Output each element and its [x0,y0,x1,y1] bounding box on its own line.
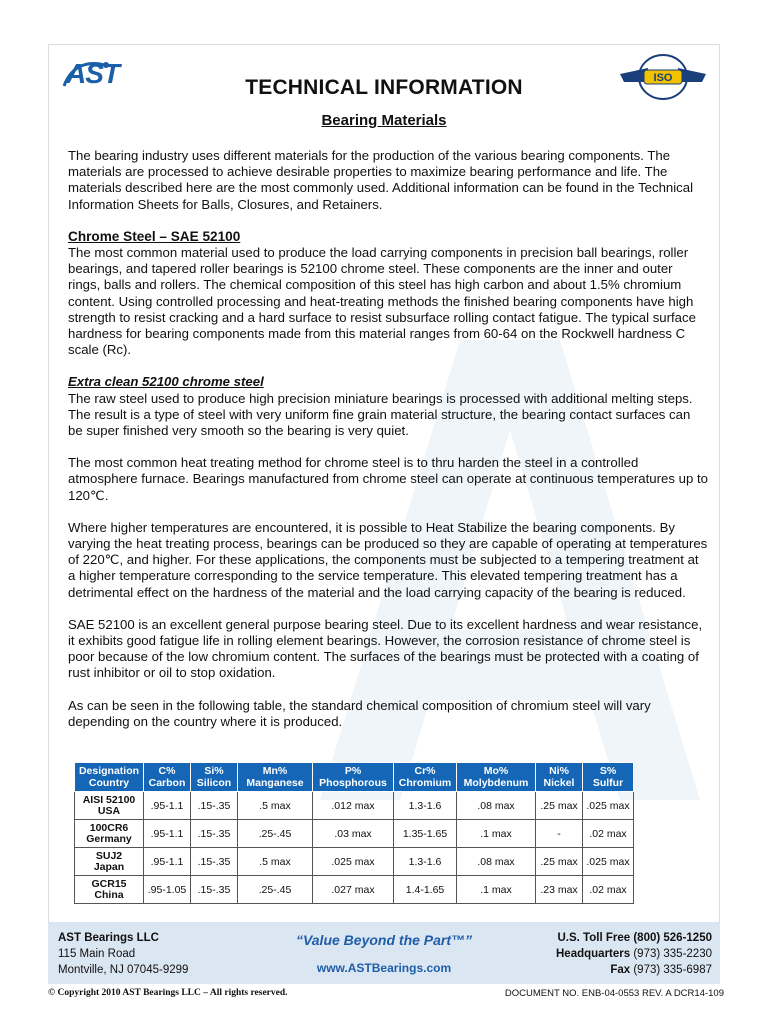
intro-paragraph: The bearing industry uses different materials for the production of the various bearing components. The materials are processed to achieve desirable properties to maximize bearing performance and life. The materials described here are the most commonly used. Additional information can be found in the Technical Information Sheets for Balls, Closures, and Retainers. [68,148,694,212]
table-cell: 1.3-1.6 [394,848,457,876]
table-cell: .25 max [536,848,583,876]
section-heading-extra-clean: Extra clean 52100 chrome steel [68,374,264,390]
table-cell: .025 max [583,848,634,876]
table-row [75,792,634,820]
table-cell: .012 max [313,792,394,820]
table-cell: .027 max [313,876,394,904]
heat-stabilize-paragraph: Where higher temperatures are encountered, it is possible to Heat Stabilize the bearing components. By varying the heat treating process, bearings can be produced so they are capable of operating at temperatures of 220℃, and higher. For these applications, the components must be subjected to a tempering treatment at a higher temperature corresponding to the service temperature. This elevated tempering treatment has a detrimental effect on the hardness of the material and the load carrying capacity of the bearing is reduced. [68,519,708,600]
table-cell: .95-1.05 [144,876,191,904]
heat-treat-paragraph: The most common heat treating method for chrome steel is to thru harden the steel in a controlled atmosphere furnace. Bearings manufactured from chrome steel can operate at continuous temperatures up to 120℃. [68,455,708,503]
table-cell: .025 max [313,848,394,876]
table-cell: .25 max [536,792,583,820]
iso-text: ISO [653,72,673,84]
company-name: AST Bearings LLC [58,932,159,944]
table-cell: .23 max [536,876,583,904]
header-carbon: C% Carbon [144,763,191,792]
sae-paragraph: SAE 52100 is an excellent general purpose bearing steel. Due to its excellent hardness and wear resistance, it exhibits good fatigue life in rolling element bearings. However, the corrosion resistance of chrome steel is poor because of the low chromium content. The surfaces of the bearings must be protected with a coating of rust inhibitor or oil to stop oxidation. [68,616,703,681]
table-cell: .15-.35 [191,792,238,820]
table-header-row [75,763,634,792]
table-row [75,820,634,848]
table-cell: 1.3-1.6 [394,792,457,820]
page-title: TECHNICAL INFORMATION [245,76,523,99]
website-link[interactable]: www.ASTBearings.com [316,961,452,975]
table-cell: .25-.45 [238,876,313,904]
table-cell: .15-.35 [191,848,238,876]
table-cell: 1.4-1.65 [394,876,457,904]
table-cell: .025 max [583,792,634,820]
header-chromium: Cr% Chromium [394,763,457,792]
table-cell: .02 max [583,820,634,848]
table-cell: .25-.45 [238,820,313,848]
city-address: Montville, NJ 07045-9299 [58,964,189,976]
header-manganese: Mn% Manganese [238,763,313,792]
toll-free-line: U.S. Toll Free (800) 526-1250 [557,932,712,944]
ast-logo-text: AST [66,58,119,89]
table-cell: .15-.35 [191,876,238,904]
table-cell: 1.35-1.65 [394,820,457,848]
table-row [75,876,634,904]
table-cell: .5 max [238,792,313,820]
table-cell: .08 max [457,792,536,820]
page-subtitle: Bearing Materials [321,112,447,129]
copyright: © Copyright 2010 AST Bearings LLC – All rights reserved. [48,988,288,998]
table-row [75,848,634,876]
table-cell: - [536,820,583,848]
document-number: DOCUMENT NO. ENB-04-0553 REV. A DCR14-109 [504,988,724,999]
fax-line: Fax (973) 335-6987 [610,964,712,976]
table-intro-paragraph: As can be seen in the following table, the standard chemical composition of chromium steel will vary depending on the country where it is produced. [68,697,651,729]
headquarters-line: Headquarters (973) 335-2230 [556,948,712,960]
table-cell: .1 max [457,876,536,904]
table-cell: .15-.35 [191,820,238,848]
header-phosphorous: P% Phosphorous [313,763,394,792]
header-molybdenum: Mo% Molybdenum [457,763,536,792]
table-cell: .5 max [238,848,313,876]
table-cell: .03 max [313,820,394,848]
composition-table [74,762,634,904]
section-heading-chrome-steel: Chrome Steel – SAE 52100 [68,228,241,244]
header-sulfur: S% Sulfur [583,763,634,792]
table-cell: .02 max [583,876,634,904]
document-body [68,148,708,746]
designation-cell: GCR15 China [75,876,144,904]
designation-cell: AISI 52100 USA [75,792,144,820]
table-cell: .08 max [457,848,536,876]
designation-cell: 100CR6 Germany [75,820,144,848]
header-silicon: Si% Silicon [191,763,238,792]
header-nickel: Ni% Nickel [536,763,583,792]
chrome-steel-paragraph: The most common material used to produce the load carrying components in precision ball bearings, roller bearings, and tapered roller bearings is 52100 chrome steel. These components are the inner and outer rings, balls and rollers. The chemical composition of this steel has high carbon and about 1.5% chromium content. Using controlled processing and heat-treating methods the finished bearing components have high strength to resist cracking and a hard surface to resist subsurface rolling contact fatigue. The typical surface hardness for bearing components made from this material ranges from 60-64 on the Rockwell hardness C scale (Rc). [68,245,696,358]
table-cell: .1 max [457,820,536,848]
street-address: 115 Main Road [58,948,136,960]
designation-cell: SUJ2 Japan [75,848,144,876]
table-cell: .95-1.1 [144,820,191,848]
slogan: “Value Beyond the Part™” [295,932,473,948]
header-designation: Designation Country [75,763,144,792]
footer-contact [556,930,712,978]
table-cell: .95-1.1 [144,792,191,820]
extra-clean-paragraph: The raw steel used to produce high precision miniature bearings is processed with additional melting steps. The result is a type of steel with very uniform fine grain material structure, the bearing contact surfaces can be super finished very smooth so the bearing is very quiet. [68,390,693,439]
table-cell: .95-1.1 [144,848,191,876]
